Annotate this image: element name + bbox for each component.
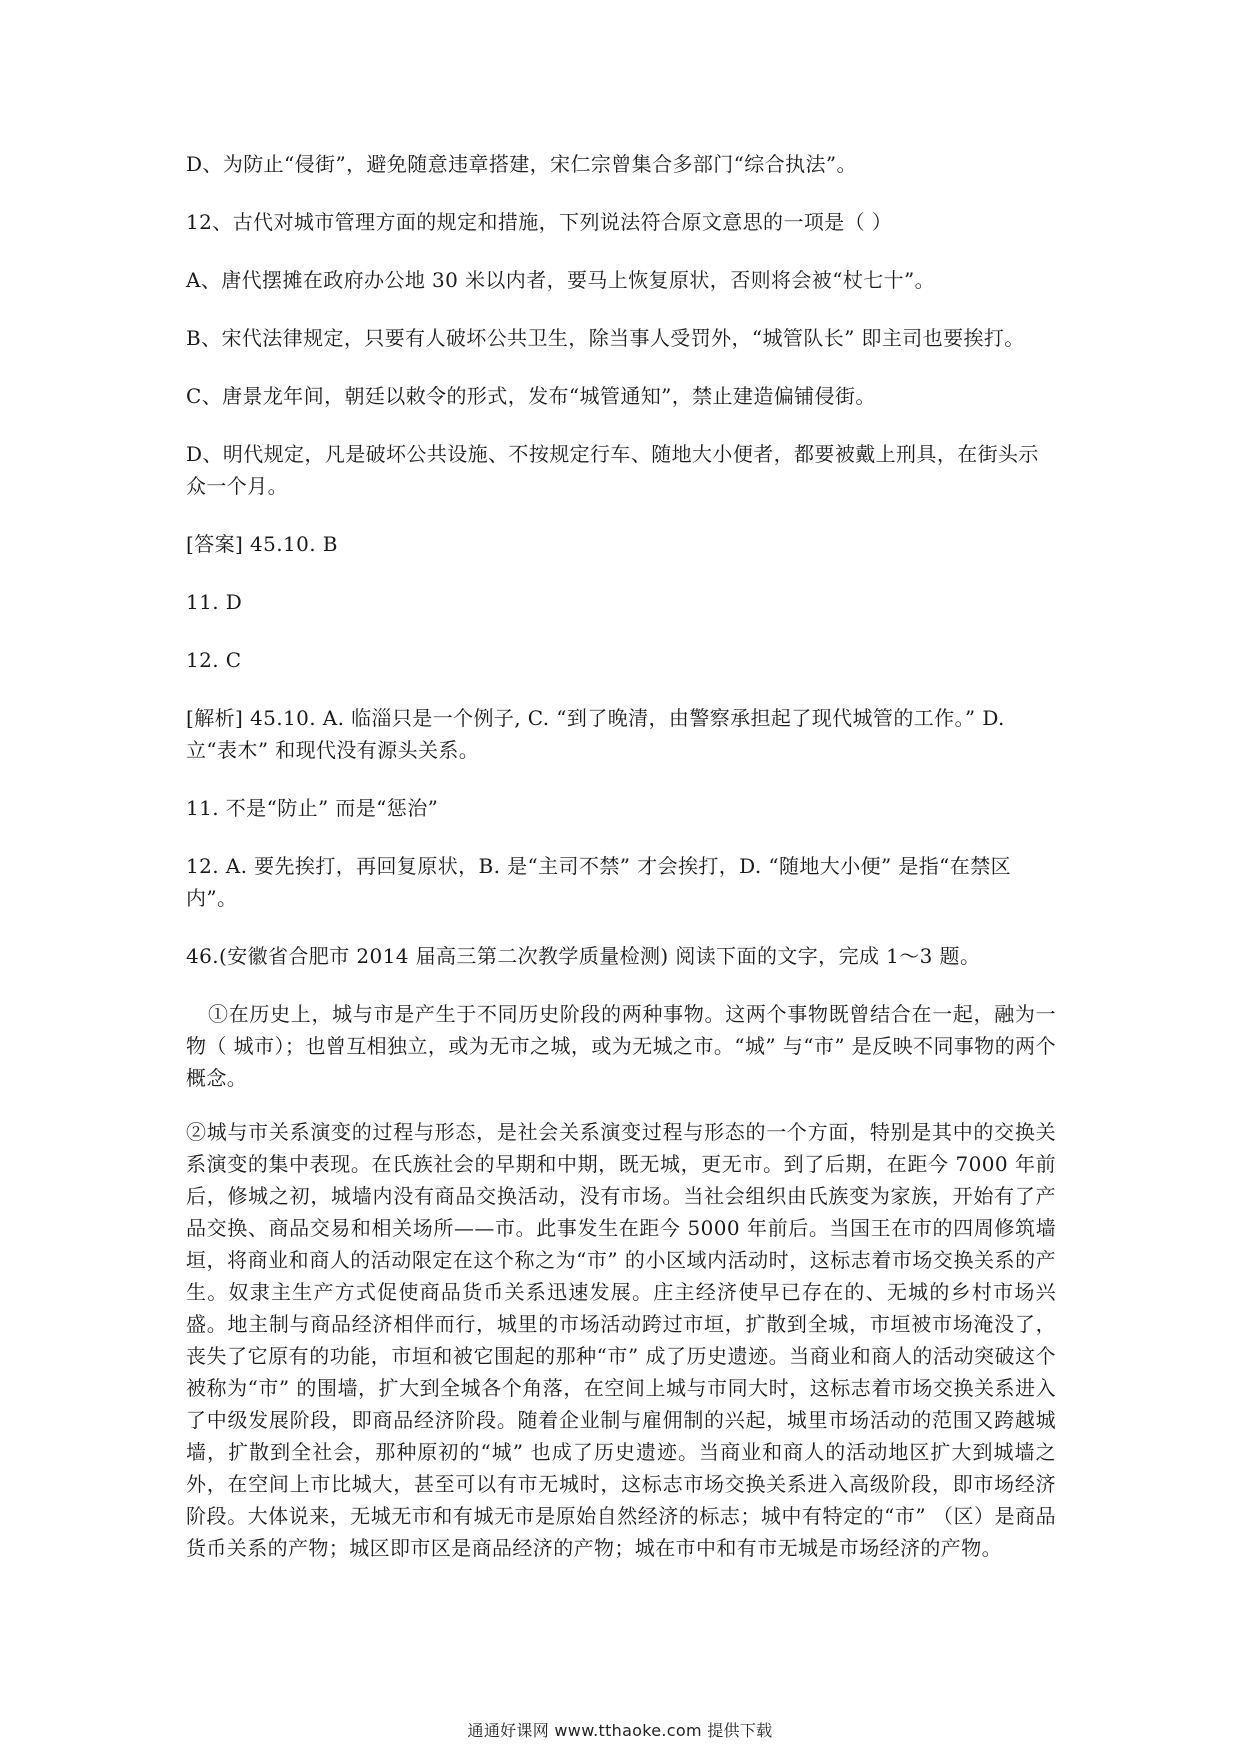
option-a-q12: A、唐代摆摊在政府办公地 30 米以内者，要马上恢复原状，否则将会被“杖七十”。 <box>186 268 936 292</box>
question-46: 46.(安徽省合肥市 2014 届高三第二次教学质量检测) 阅读下面的文字，完成 1～3 题。 <box>186 944 981 968</box>
answer-12: 12. C <box>186 648 242 672</box>
question-12: 12、古代对城市管理方面的规定和措施，下列说法符合原文意思的一项是（ ） <box>186 210 893 234</box>
option-d-q11: D、为防止“侵街”，避免随意违章搭建，宋仁宗曾集合多部门“综合执法”。 <box>186 152 857 176</box>
option-b-q12: B、宋代法律规定，只要有人破坏公共卫生，除当事人受罚外，“城管队长” 即主司也要挨打。 <box>186 326 1025 350</box>
document-body <box>186 148 1056 1586</box>
page-footer: 通通好课网 www.tthaoke.com 提供下载 <box>467 1721 773 1740</box>
answer-heading: [答案] 45.10. B <box>186 532 338 556</box>
passage-paragraph-2: ②城与市关系演变的过程与形态，是社会关系演变过程与形态的一个方面，特别是其中的交换关系演变的集中表现。在氏族社会的早期和中期，既无城，更无市。到了后期，在距今 7000 年前后，修城之初，城墙内没有商品交换活动，没有市场。当社会组织由氏族变为家族，开始有了产品交换、商品交易和相关场所——市。此事发生在距今 5000 年前后。当国王在市的四周修筑墙垣，将商业和商人的活动限定在这个称之为“市” 的小区域内活动时，这标志着市场交换关系的产生。奴隶主生产方式促使商品货币关系迅速发展。庄主经济使早已存在的、无城的乡村市场兴盛。地主制与商品经济相伴而行，城里的市场活动跨过市垣，扩散到全城，市垣被市场淹没了，丧失了它原有的功能，市垣和被它围起的那种“市” 成了历史遗迹。当商业和商人的活动突破这个被称为“市” 的围墙，扩大到全城各个角落，在空间上城与市同大时，这标志着市场交换关系进入了中级发展阶段，即商品经济阶段。随着企业制与雇佣制的兴起，城里市场活动的范围又跨越城墙，扩散到全社会，那种原初的“城” 也成了历史遗迹。当商业和商人的活动地区扩大到城墙之外，在空间上市比城大，甚至可以有市无城时，这标志市场交换关系进入高级阶段，即市场经济阶段。大体说来，无城无市和有城无市是原始自然经济的标志；城中有特定的“市” （区）是商品货币关系的产物；城区即市区是商品经济的产物；城在市中和有市无城是市场经济的产物。 <box>186 1120 1056 1560</box>
answer-11: 11. D <box>186 590 243 614</box>
analysis-12: 12. A. 要先挨打，再回复原状，B. 是“主司不禁” 才会挨打，D. “随地大小便” 是指“在禁区内”。 <box>186 854 1012 910</box>
analysis-heading: [解析] 45.10. A. 临淄只是一个例子, C. “到了晚清，由警察承担起了现代城管的工作。” D. 立“表木” 和现代没有源头关系。 <box>186 706 1005 762</box>
option-d-q12: D、明代规定，凡是破坏公共设施、不按规定行车、随地大小便者，都要被戴上刑具，在街头示众一个月。 <box>186 442 1039 498</box>
passage-paragraph-1: ①在历史上，城与市是产生于不同历史阶段的两种事物。这两个事物既曾结合在一起，融为一物（ 城市）；也曾互相独立，或为无市之城，或为无城之市。“城” 与“市” 是反映不同事物的两个概念。 <box>186 1002 1056 1090</box>
option-c-q12: C、唐景龙年间，朝廷以敕令的形式，发布“城管通知”，禁止建造偏铺侵街。 <box>186 384 876 408</box>
analysis-11: 11. 不是“防止” 而是“惩治” <box>186 796 439 820</box>
